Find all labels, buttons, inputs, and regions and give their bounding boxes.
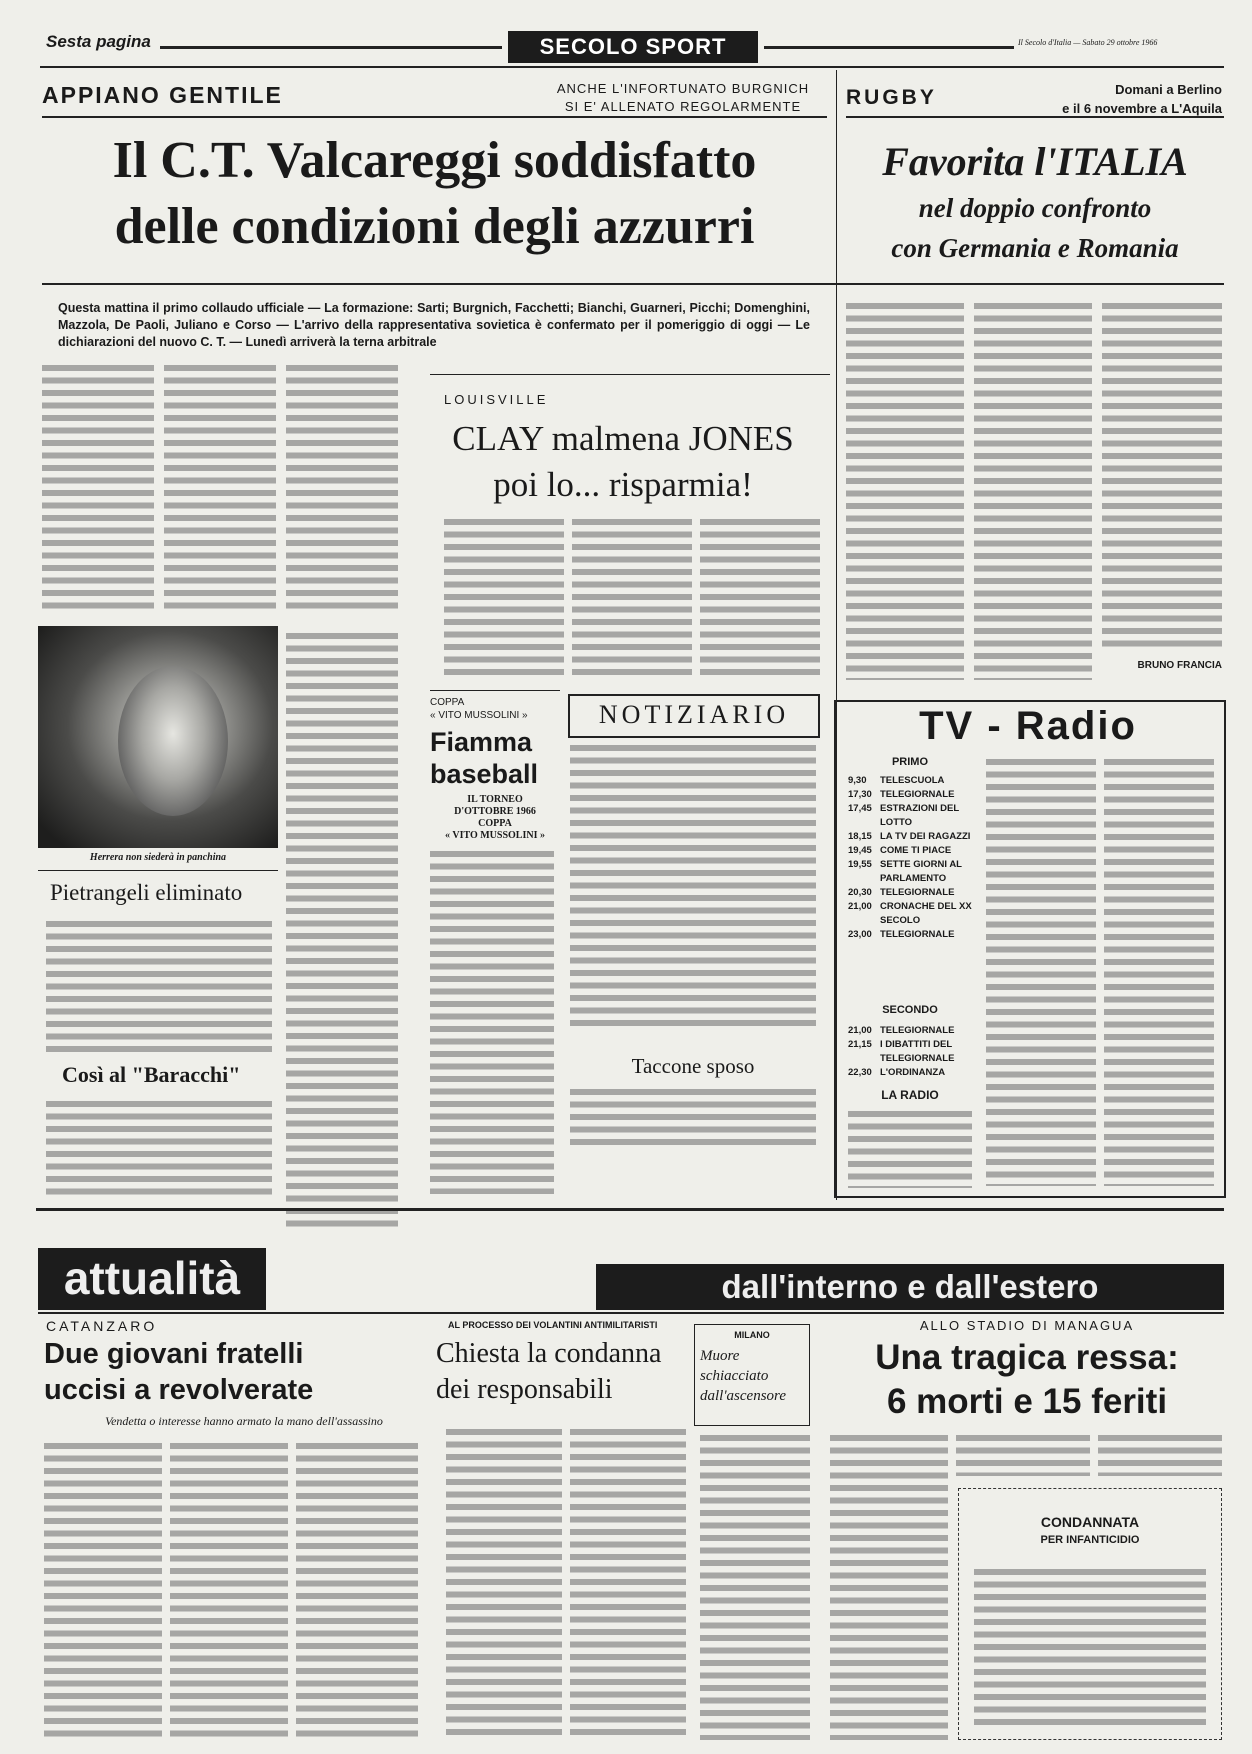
baseball-sub-4: « VITO MUSSOLINI » (445, 830, 545, 841)
tv-primo-row (848, 900, 978, 928)
tv-time: 19,55 (848, 859, 872, 870)
tv-program: L'ORDINANZA (880, 1067, 946, 1078)
baseball-sub-3: COPPA (478, 818, 512, 829)
story2-headline-1: Chiesta la condanna (436, 1338, 662, 1369)
lead-body-col-2 (164, 362, 276, 612)
lead-headline (42, 128, 827, 260)
story4-headline-1: Una tragica ressa: (875, 1338, 1179, 1377)
rugby-overline (1000, 80, 1222, 118)
tv-program: COME TI PIACE (880, 845, 952, 856)
tv-time: 21,15 (848, 1039, 872, 1050)
story3-headline-3: dall'ascensore (700, 1388, 786, 1404)
story3-headline (700, 1346, 810, 1406)
tv-time: 17,45 (848, 803, 872, 814)
tv-primo-row (848, 858, 978, 886)
lead-body-col-1 (42, 362, 154, 612)
rugby-byline: BRUNO FRANCIA (1137, 660, 1222, 671)
lead-kicker: APPIANO GENTILE (42, 82, 283, 108)
tv-primo-row (848, 788, 978, 802)
tv-secondo-list (848, 1024, 978, 1080)
story2-kicker: AL PROCESSO DEI VOLANTINI ANTIMILITARISTI (448, 1320, 658, 1330)
news-body (570, 742, 816, 1032)
baseball-sub-1: IL TORNEO (467, 794, 523, 805)
boxing-body-col-1 (444, 516, 564, 676)
tv-radio-body (848, 1108, 972, 1188)
baseball-headline-2: baseball (430, 759, 539, 789)
cycling-headline: Così al "Baracchi" (62, 1062, 241, 1087)
tv-secondo-label: SECONDO (882, 1004, 938, 1016)
story2-body-col-1 (446, 1426, 562, 1740)
tv-time: 23,00 (848, 929, 872, 940)
lead-headline-1: Il C.T. Valcareggi soddisfatto (112, 132, 757, 189)
tv-primo-row (848, 886, 978, 900)
tv-primo-row (848, 830, 978, 844)
lead-kicker-rule (42, 116, 827, 118)
story4-body-col-3 (1098, 1432, 1222, 1476)
photo-face (118, 666, 228, 816)
story2-body-col-2 (570, 1426, 686, 1740)
tv-primo-label: PRIMO (891, 756, 929, 768)
rugby-kicker: RUGBY (846, 86, 937, 109)
story5-headline-1: CONDANNATA (1040, 1514, 1140, 1530)
header-underline (40, 66, 1224, 68)
story1-kicker: CATANZARO (46, 1318, 158, 1334)
tv-primo-row (848, 802, 978, 830)
tv-primo-row (848, 844, 978, 858)
story5-body (974, 1566, 1206, 1726)
tv-program: TELEGIORNALE (880, 929, 955, 940)
story3-headline-1: Muore (700, 1348, 740, 1364)
lead-body-col-4b (406, 362, 424, 363)
lead-headline-rule (42, 283, 1224, 285)
story1-deck: Vendetta o interesse hanno armato la mano dell'assassino (105, 1414, 383, 1428)
story1-body-col-2 (170, 1440, 288, 1740)
story1-headline (44, 1336, 424, 1408)
lead-body-col-5 (286, 630, 398, 1230)
rugby-kicker-rule (846, 116, 1224, 118)
attualita-rule (38, 1312, 1224, 1314)
tv-program: TELEGIORNALE (880, 789, 955, 800)
header-rule-left (160, 46, 502, 49)
tv-primo-list (848, 774, 978, 942)
boxing-headline-1: CLAY malmena JONES (452, 419, 794, 458)
rugby-body-col-2 (974, 300, 1092, 680)
news-headline: NOTIZIARIO (598, 700, 790, 729)
herrera-photo (38, 626, 278, 848)
lead-summary: Questa mattina il primo collaudo ufficiale — La formazione: Sarti; Burgnich, Facchetti; Bianchi, Guarneri, Picchi; Domenghini, Mazzola, De Paoli, Juliano e Corso — L'arrivo della rappresentativa sovietica è confermato per il pomeriggio di oggi — Le dichiarazioni del nuovo C. T. — Lunedì arriverà la terna arbitrale (58, 301, 810, 349)
story2-headline (436, 1336, 696, 1408)
rugby-body-col-1 (846, 300, 964, 680)
story3-kicker: MILANO (734, 1330, 770, 1340)
boxing-kicker: LOUISVILLE (444, 392, 549, 407)
taccone-headline: Taccone sposo (631, 1054, 755, 1078)
attualita-banner-left: attualità (38, 1248, 266, 1310)
story4-headline-2: 6 morti e 15 feriti (886, 1382, 1168, 1421)
rugby-headline-1: Favorita l'ITALIA (882, 139, 1188, 184)
tv-time: 17,30 (848, 789, 872, 800)
baseball-kicker-1: COPPA (430, 697, 465, 708)
tv-time: 9,30 (848, 775, 867, 786)
tv-program: TELEGIORNALE (880, 1025, 955, 1036)
tv-secondo-row (848, 1066, 978, 1080)
baseball-rule (430, 690, 560, 691)
tv-program: CRONACHE DEL XX SECOLO (880, 901, 972, 926)
lead-overline-1: ANCHE L'INFORTUNATO BURGNICH (556, 81, 810, 96)
rugby-body-col-3 (1102, 300, 1222, 650)
lead-overline-2: SI E' ALLENATO REGOLARMENTE (564, 99, 802, 114)
story3-body (700, 1432, 810, 1740)
section-banner: SECOLO SPORT (508, 31, 758, 63)
section-divider (36, 1208, 1224, 1211)
story1-headline-2: uccisi a revolverate (44, 1374, 314, 1406)
story3-headline-2: schiacciato (700, 1368, 769, 1384)
baseball-headline (430, 726, 560, 790)
story1-body-col-3 (296, 1440, 418, 1740)
cycling-body (46, 1098, 272, 1198)
story4-body-col-1 (830, 1432, 948, 1740)
lead-body-col-3 (286, 362, 398, 612)
tv-primo-row (848, 774, 978, 788)
tv-col-2 (986, 756, 1096, 1186)
tv-program: I DIBATTITI DEL TELEGIORNALE (880, 1039, 955, 1064)
baseball-sub (430, 794, 560, 842)
lead-overline (540, 80, 826, 116)
attualita-banner-right: dall'interno e dall'estero (596, 1264, 1224, 1310)
story5-headline-2: PER INFANTICIDIO (1040, 1534, 1140, 1546)
baseball-kicker-2: « VITO MUSSOLINI » (430, 710, 528, 721)
tv-program: LA TV DEI RAGAZZI (880, 831, 971, 842)
boxing-rule (430, 374, 830, 375)
tv-program: TELEGIORNALE (880, 887, 955, 898)
tv-radio-label: LA RADIO (881, 1088, 939, 1102)
tennis-headline: Pietrangeli eliminato (50, 880, 243, 905)
baseball-body (430, 848, 554, 1194)
tennis-body (46, 918, 272, 1058)
photo-caption: Herrera non siederà in panchina (89, 852, 227, 863)
tv-primo-row (848, 928, 978, 942)
dateline: Il Secolo d'Italia — Sabato 29 ottobre 1966 (1018, 38, 1158, 47)
rugby-overline-1: Domani a Berlino (1115, 82, 1222, 97)
tv-secondo-row (848, 1024, 978, 1038)
rugby-headline (846, 136, 1224, 268)
story4-kicker: ALLO STADIO DI MANAGUA (919, 1318, 1135, 1333)
page-label: Sesta pagina (46, 32, 151, 51)
baseball-kicker (430, 696, 560, 722)
story1-headline-1: Due giovani fratelli (44, 1338, 304, 1370)
tv-time: 20,30 (848, 887, 872, 898)
tv-headline: TV - Radio (919, 704, 1137, 748)
boxing-headline-2: poi lo... risparmia! (493, 465, 753, 504)
lead-headline-2: delle condizioni degli azzurri (114, 198, 755, 255)
header-rule-right (764, 46, 1014, 49)
rugby-headline-3: con Germania e Romania (891, 233, 1179, 263)
baseball-headline-1: Fiamma (430, 727, 533, 757)
rugby-headline-2: nel doppio confronto (918, 193, 1152, 223)
tv-time: 22,30 (848, 1067, 872, 1078)
story4-headline (830, 1336, 1224, 1424)
baseball-sub-2: D'OTTOBRE 1966 (454, 806, 536, 817)
tv-col-3 (1104, 756, 1214, 1186)
tv-time: 21,00 (848, 901, 872, 912)
story1-body-col-1 (44, 1440, 162, 1740)
story2-headline-2: dei responsabili (436, 1374, 613, 1405)
taccone-body (570, 1086, 816, 1150)
boxing-body-col-3 (700, 516, 820, 676)
tv-time: 18,15 (848, 831, 872, 842)
tv-secondo-row (848, 1038, 978, 1066)
tv-time: 21,00 (848, 1025, 872, 1036)
tv-program: ESTRAZIONI DEL LOTTO (880, 803, 959, 828)
story5-headline (960, 1514, 1220, 1546)
rugby-overline-2: e il 6 novembre a L'Aquila (1062, 101, 1222, 116)
story4-body-col-2 (956, 1432, 1090, 1476)
tv-program: SETTE GIORNI AL PARLAMENTO (880, 859, 962, 884)
boxing-headline (430, 416, 816, 508)
boxing-body-col-2 (572, 516, 692, 676)
tv-time: 19,45 (848, 845, 872, 856)
tv-program: TELESCUOLA (880, 775, 945, 786)
